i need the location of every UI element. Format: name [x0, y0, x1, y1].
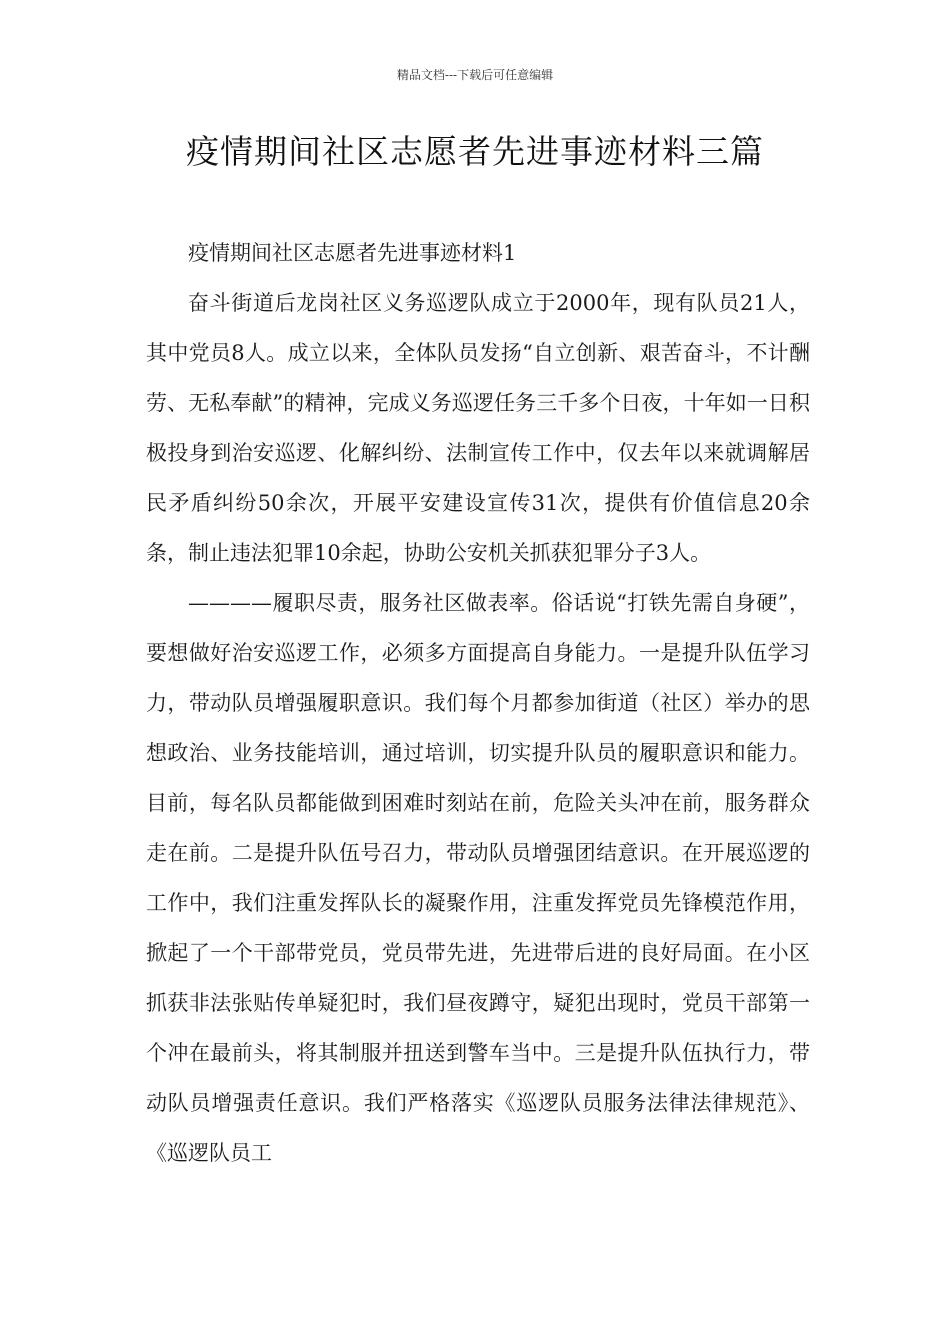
document-title: 疫情期间社区志愿者先进事迹材料三篇 — [186, 132, 764, 171]
paragraph-intro: 奋斗街道后龙岗社区义务巡逻队成立于2000年，现有队员21人，其中党员8人。成立以来，全体队员发扬“自立创新、艰苦奋斗，不计酬劳、无私奉献”的精神，完成义务巡逻任务三千多个日夜，十年如一日积极投身到治安巡逻、化解纠纷、法制宣传工作中，仅去年以来就调解居民矛盾纠纷50余次，开展平安建设宣传31次，提供有价值信息20余条，制止违法犯罪10余起，协助公安机关抓获犯罪分子3人。 — [146, 291, 810, 565]
paragraph-duties: ————履职尽责，服务社区做表率。俗话说“打铁先需自身硬”，要想做好治安巡逻工作，必须多方面提高自身能力。一是提升队伍学习力，带动队员增强履职意识。我们每个月都参加街道（社区）举办的思想政治、业务技能培训，通过培训，切实提升队员的履职意识和能力。目前，每名队员都能做到困难时刻站在前，危险关头冲在前，服务群众走在前。二是提升队伍号召力，带动队员增强团结意识。在开展巡逻的工作中，我们注重发挥队长的凝聚作用，注重发挥党员先锋模范作用，掀起了一个干部带党员，党员带先进，先进带后进的良好局面。在小区抓获非法张贴传单疑犯时，我们昼夜蹲守，疑犯出现时，党员干部第一个冲在最前头，将其制服并扭送到警车当中。三是提升队伍执行力，带动队员增强责任意识。我们严格落实《巡逻队员服务法律法律规范》、《巡逻队员工 — [146, 591, 810, 1165]
section-heading: 疫情期间社区志愿者先进事迹材料1 — [188, 241, 517, 265]
document-body — [146, 228, 810, 1178]
header-note: 精品文档---下载后可任意编辑 — [396, 68, 554, 82]
